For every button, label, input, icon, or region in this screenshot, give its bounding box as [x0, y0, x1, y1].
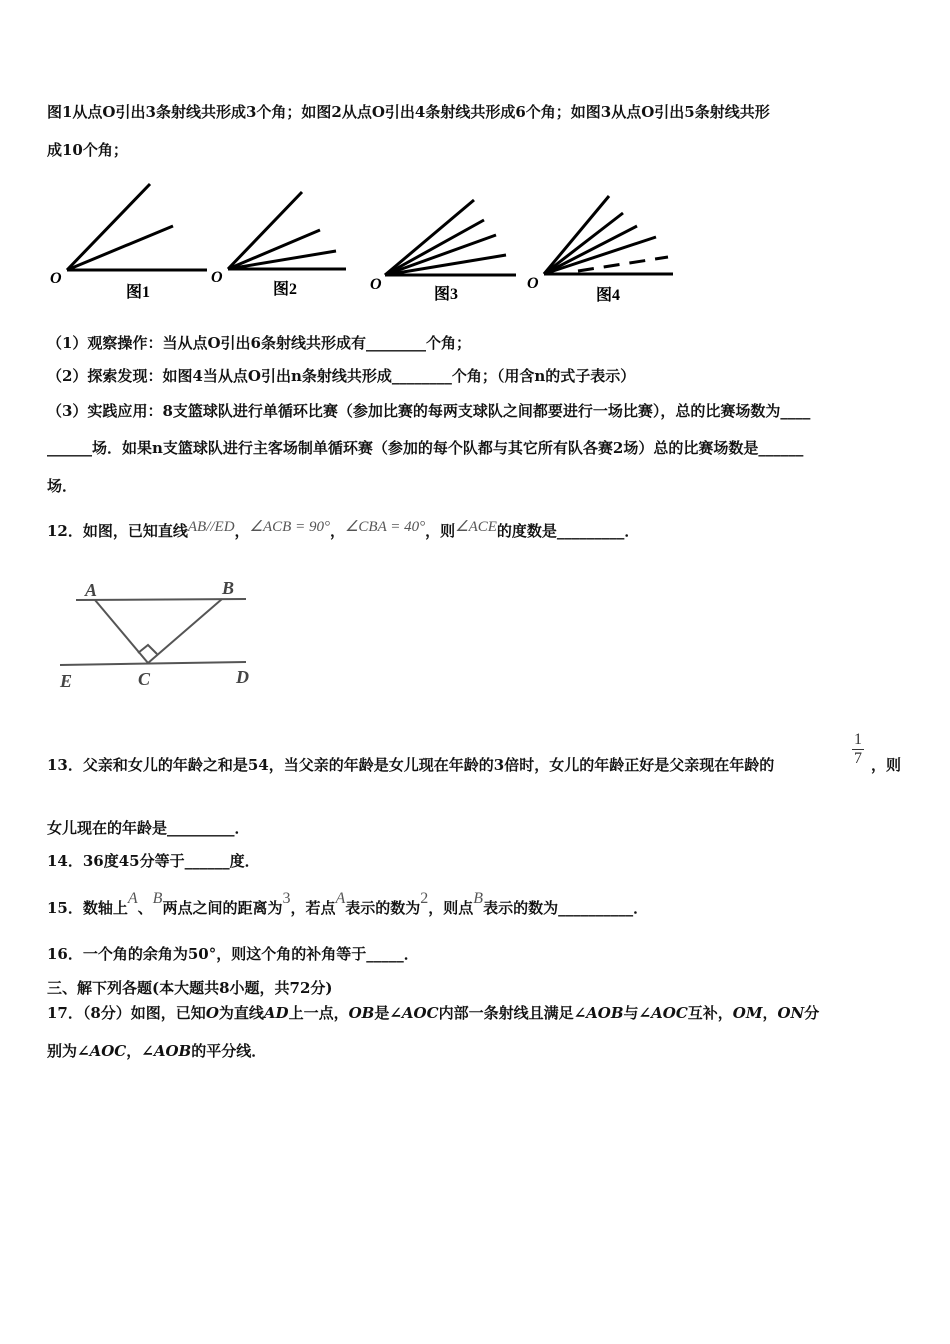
- q15-distance: 3: [282, 890, 291, 907]
- q15-point-b: B: [152, 890, 163, 907]
- q11-part3-line1: （3）实践应用：8支篮球队进行单循环比赛（参加比赛的每两支球队之间都要进行一场比赛），总的比赛场数为____: [47, 402, 811, 420]
- q13-line1: 13．父亲和女儿的年龄之和是54，当父亲的年龄是女儿现在年龄的3倍时，女儿的年龄正好是父亲现在年龄的: [47, 756, 775, 774]
- q15-t2: 、: [137, 899, 153, 917]
- q15-t4: ，若点: [290, 899, 336, 917]
- q14-question: 14．36度45分等于______度．: [47, 852, 260, 870]
- q17-angle-aoc-2: ∠AOC: [638, 1004, 688, 1022]
- q17-t10: 别为: [47, 1042, 78, 1060]
- figure-1: [67, 184, 207, 270]
- intro-line-2: 成10个角；: [47, 141, 128, 159]
- q12-question: [47, 521, 639, 542]
- q17-ob: OB: [348, 1004, 375, 1022]
- q17-t1: 17．（8分）如图，已知: [47, 1004, 206, 1022]
- figure-caption-1: 图1: [126, 284, 151, 301]
- q17-on: ON: [777, 1004, 805, 1022]
- q15-t3: 两点之间的距离为: [162, 899, 283, 917]
- q17-t9: 分: [804, 1004, 820, 1022]
- q15-t1: 15．数轴上: [47, 899, 128, 917]
- intro-line-1: 图1从点O引出3条射线共形成3个角；如图2从点O引出4条射线共形成6个角；如图3从点O引出5条射线共形: [47, 103, 770, 121]
- figure-2: [228, 192, 346, 269]
- q15-t7: 表示的数为__________．: [483, 899, 649, 917]
- section-3-title: 三、解下列各题(本大题共8小题，共72分): [47, 979, 333, 997]
- q15-point-a2: A: [335, 890, 346, 907]
- q17-t11: ，: [126, 1042, 142, 1060]
- q17-t3: 上一点，: [288, 1004, 349, 1022]
- q15-t5: 表示的数为: [345, 899, 421, 917]
- q12-sep2: ，: [329, 522, 345, 540]
- q17-t7: 互补，: [687, 1004, 733, 1022]
- origin-label-3: O: [370, 276, 382, 293]
- label-C: C: [138, 669, 151, 689]
- q12-math-ace: ∠ACE: [455, 519, 497, 535]
- q15-point-b2: B: [473, 890, 484, 907]
- q11-part1: （1）观察操作：当从点O引出6条射线共形成有________个角；: [47, 334, 471, 352]
- q15-point-a: A: [127, 890, 138, 907]
- q13-frac-den: 7: [854, 750, 862, 767]
- label-E: E: [60, 671, 73, 691]
- q12-figure: [50, 575, 310, 695]
- origin-label-1: O: [50, 270, 62, 287]
- label-B: B: [222, 578, 235, 598]
- label-A: A: [85, 580, 98, 600]
- q12-suffix: 的度数是_________．: [496, 522, 640, 540]
- figure-caption-3: 图3: [434, 286, 459, 303]
- q11-part3-line2: ______场．如果n支篮球队进行主客场制单循环赛（参加的每个队都与其它所有队各赛2场）总的比赛场数是______: [47, 439, 804, 457]
- q17-t6: 与: [623, 1004, 639, 1022]
- q15-question: [47, 890, 649, 919]
- q12-mid: ，则: [425, 522, 456, 540]
- q12-math-cba: ∠CBA = 40°: [344, 519, 426, 535]
- q13-line2: 女儿现在的年龄是_________．: [47, 819, 250, 837]
- figure-caption-4: 图4: [596, 287, 621, 304]
- q15-value: 2: [420, 890, 429, 907]
- q17-om: OM: [732, 1004, 763, 1022]
- q17-angle-aob-2: ∠AOB: [141, 1042, 192, 1060]
- q17-line1: [47, 1003, 819, 1023]
- q11-part2: （2）探索发现：如图4当从点O引出n条射线共形成________个角；（用含n的式子表示）: [47, 367, 636, 385]
- q17-t12: 的平分线．: [191, 1042, 267, 1060]
- figure-caption-2: 图2: [273, 281, 298, 298]
- q15-t6: ，则点: [428, 899, 474, 917]
- q16-question: 16．一个角的余角为50°，则这个角的补角等于_____．: [47, 945, 419, 963]
- q17-angle-aoc: ∠AOC: [389, 1004, 439, 1022]
- q12-prefix: 12．如图，已知直线: [47, 522, 188, 540]
- figure-4: [544, 196, 673, 274]
- q11-part3-line3: 场．: [47, 477, 78, 495]
- origin-label-2: O: [211, 269, 223, 286]
- origin-label-4: O: [527, 275, 539, 292]
- q17-t5: 内部一条射线且满足: [438, 1004, 574, 1022]
- q17-o: O: [205, 1004, 219, 1022]
- q17-line2: [47, 1041, 266, 1061]
- q13-line1-tail: ，则: [871, 756, 902, 774]
- q13-frac-num: 1: [854, 731, 862, 748]
- q12-math-acb: ∠ACB = 90°: [249, 519, 330, 535]
- q13-fraction: [852, 731, 864, 768]
- q12-math-parallel: AB//ED: [187, 519, 235, 535]
- q17-angle-aob: ∠AOB: [573, 1004, 624, 1022]
- q12-sep1: ，: [234, 522, 250, 540]
- figure-3: [385, 200, 516, 275]
- q17-t8: ，: [762, 1004, 778, 1022]
- q17-angle-aoc-3: ∠AOC: [77, 1042, 127, 1060]
- q17-ad: AD: [263, 1004, 289, 1022]
- q17-t2: 为直线: [218, 1004, 264, 1022]
- q17-t4: 是: [374, 1004, 390, 1022]
- label-D: D: [236, 667, 249, 687]
- ray-figures: [0, 175, 950, 315]
